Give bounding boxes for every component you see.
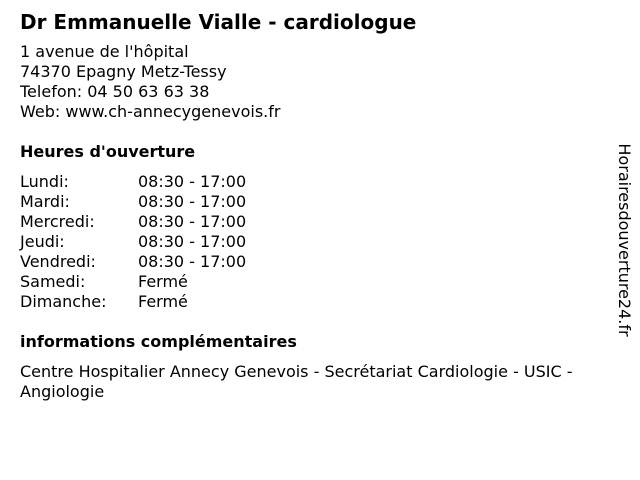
hours-row-sunday xyxy=(20,292,610,312)
hours-time: Fermé xyxy=(138,272,188,291)
hours-row-friday xyxy=(20,252,610,272)
hours-day: Mardi: xyxy=(20,192,70,211)
hours-heading: Heures d'ouverture xyxy=(20,142,196,161)
hours-row-saturday xyxy=(20,272,610,292)
hours-row-wednesday xyxy=(20,212,610,232)
hours-time: Fermé xyxy=(138,292,188,311)
info-heading: informations complémentaires xyxy=(20,332,297,351)
business-card xyxy=(20,10,610,402)
info-text: Centre Hospitalier Annecy Genevois - Secrétariat Cardiologie - USIC - Angiologie xyxy=(20,362,573,401)
hours-day: Vendredi: xyxy=(20,252,96,271)
hours-day: Lundi: xyxy=(20,172,69,191)
website-text: Web: www.ch-annecygenevois.fr xyxy=(20,102,281,121)
hours-row-monday xyxy=(20,172,610,192)
hours-day: Dimanche: xyxy=(20,292,107,311)
hours-time: 08:30 - 17:00 xyxy=(138,232,247,251)
hours-day: Mercredi: xyxy=(20,212,95,231)
address-line-2: 74370 Epagny Metz-Tessy xyxy=(20,62,227,81)
hours-time: 08:30 - 17:00 xyxy=(138,172,247,191)
hours-row-thursday xyxy=(20,232,610,252)
hours-day: Samedi: xyxy=(20,272,86,291)
phone-text: Telefon: 04 50 63 63 38 xyxy=(20,82,210,101)
address-line-1: 1 avenue de l'hôpital xyxy=(20,42,189,61)
hours-table xyxy=(20,172,610,312)
hours-day: Jeudi: xyxy=(20,232,65,251)
hours-row-tuesday xyxy=(20,192,610,212)
page-title: Dr Emmanuelle Vialle - cardiologue xyxy=(20,10,417,34)
hours-time: 08:30 - 17:00 xyxy=(138,252,247,271)
hours-time: 08:30 - 17:00 xyxy=(138,212,247,231)
watermark-text: Horairesdouverture24.fr xyxy=(615,143,634,337)
hours-time: 08:30 - 17:00 xyxy=(138,192,247,211)
